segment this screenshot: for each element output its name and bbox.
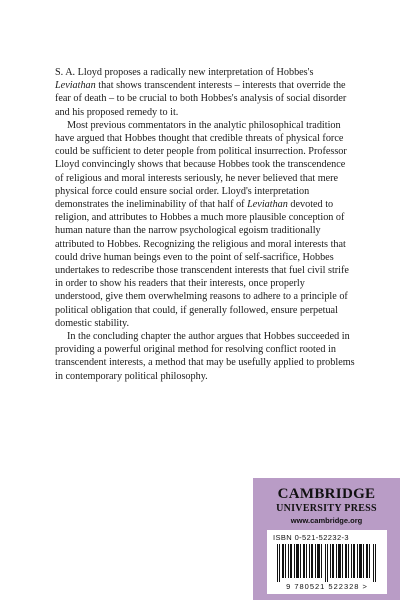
isbn-label: ISBN 0-521-52232-3	[273, 533, 349, 542]
blurb-paragraph-3: In the concluding chapter the author argues that Hobbes succeeded in providing a powerful original method for resolving conflict rooted in transcendent interests, a method that may be usefully applied to problems in contemporary political philosophy.	[55, 331, 355, 382]
book-title-italic: Leviathan	[55, 80, 96, 92]
blurb-paragraph-1	[55, 66, 355, 119]
publisher-subtitle: UNIVERSITY PRESS	[276, 503, 377, 514]
book-title-italic: Leviathan	[247, 199, 288, 211]
blurb-text: devoted to religion, and attributes to Hobbes a much more plausible conception of human nature than the narrow psychological egoism traditionally attributed to Hobbes. Recognizing the religious and moral interests that could drive human beings even to the point of self-sacrifice, Hobbes undertakes to redescribe those transcendent interests that fuel civil strife in order to show his readers that their interests, once properly understood, give them overwhelming reasons to adhere to a principle of political obligation that could, if generally followed, ensure perpetual domestic stability.	[55, 199, 349, 329]
publisher-panel	[253, 478, 400, 600]
back-cover-blurb	[55, 66, 355, 383]
barcode-digits: 9 780521 522328 >	[286, 582, 368, 591]
publisher-name: CAMBRIDGE	[277, 486, 376, 502]
publisher-url: www.cambridge.org	[290, 516, 363, 525]
blurb-paragraph-2	[55, 119, 355, 330]
barcode-icon	[275, 544, 379, 582]
isbn-barcode-box	[267, 530, 387, 594]
blurb-text: that shows transcendent interests – interests that override the fear of death – to be crucial to both Hobbes's analysis of social disorder and his proposed remedy to it.	[55, 80, 347, 118]
blurb-text: Most previous commentators in the analytic philosophical tradition have argued that Hobbes thought that credible threats of physical force could be sufficient to deter people from political insurrection. Professor Lloyd convincingly shows that because Hobbes took the transcendence of religious and moral interests seriously, he never believed that mere physical force could ensure social order. Lloyd's interpretation demonstrates the ineliminability of that half of	[55, 119, 347, 211]
blurb-text: S. A. Lloyd proposes a radically new interpretation of Hobbes's	[55, 67, 314, 78]
